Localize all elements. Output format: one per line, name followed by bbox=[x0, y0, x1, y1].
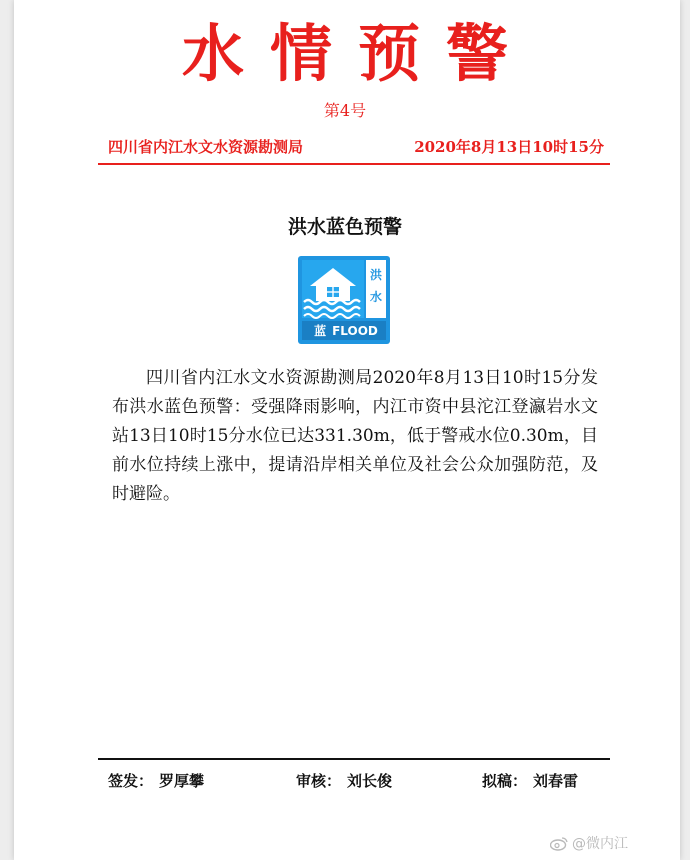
signature-drafter bbox=[482, 770, 578, 791]
watermark-text: @微内江 bbox=[572, 836, 628, 852]
signature-label: 审核： bbox=[296, 772, 342, 790]
icon-bottom-label-en: FLOOD bbox=[332, 324, 378, 338]
issuer-name: 四川省内江水文水资源勘测局 bbox=[108, 138, 304, 156]
weibo-icon bbox=[550, 836, 568, 851]
issue-number: 第4号 bbox=[323, 101, 367, 120]
signature-reviewer bbox=[296, 770, 392, 791]
icon-side-label: 洪水 bbox=[369, 268, 382, 304]
signature-issuer bbox=[108, 770, 204, 791]
weibo-watermark bbox=[550, 833, 628, 853]
document-title: 水情预警 bbox=[181, 17, 534, 90]
footer-divider bbox=[98, 758, 610, 760]
icon-bottom-label bbox=[304, 322, 388, 340]
issue-time: 2020年8月13日10时15分 bbox=[414, 138, 604, 156]
icon-bottom-label-cn: 蓝 bbox=[314, 324, 327, 338]
signature-label: 拟稿： bbox=[482, 772, 528, 790]
alert-title: 洪水蓝色预警 bbox=[287, 216, 402, 238]
header-divider bbox=[98, 163, 610, 165]
signature-name: 刘春雷 bbox=[533, 772, 579, 790]
signature-name: 刘长俊 bbox=[347, 772, 393, 790]
signature-name: 罗厚攀 bbox=[159, 772, 205, 790]
signature-label: 签发： bbox=[108, 772, 154, 790]
alert-body-text: 四川省内江水文水资源勘测局2020年8月13日10时15分发布洪水蓝色预警：受强降雨影响，内江市资中县沱江登瀛岩水文站13日10时15分水位已达331.30m，低于警戒水位0.30m，目前水位持续上涨中，提请沿岸相关单位及社会公众加强防范，及时避险。 bbox=[112, 368, 598, 504]
